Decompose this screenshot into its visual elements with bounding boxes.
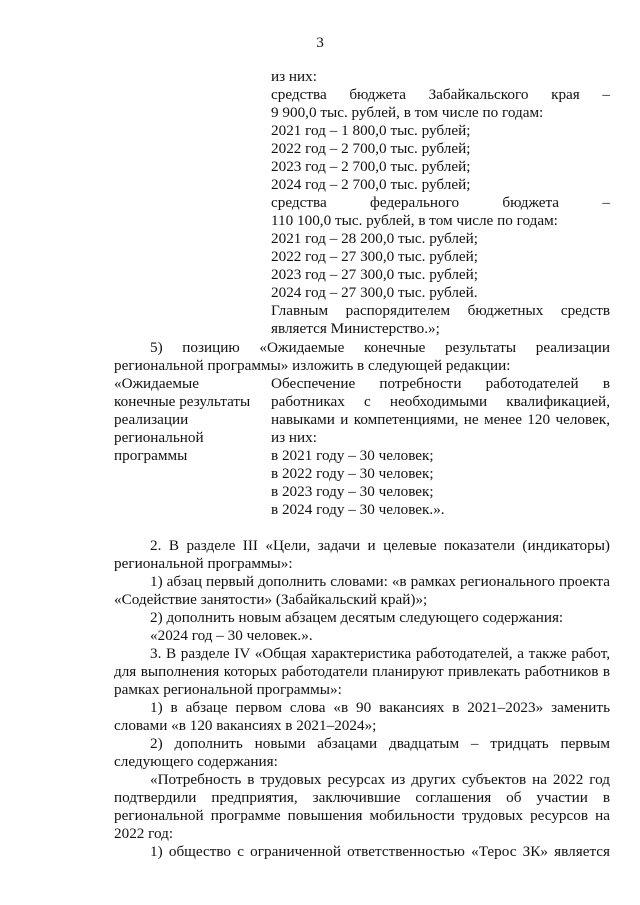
text-line: средства бюджета Забайкальского края – bbox=[271, 86, 610, 103]
text-line: 1) общество с ограниченной ответственностью «Терос ЗК» является bbox=[150, 843, 610, 860]
text-line: «Содействие занятости» (Забайкальский край)»; bbox=[114, 591, 428, 608]
text-line: следующего содержания: bbox=[114, 753, 278, 770]
table-value-line: работниках с необходимыми квалификацией, bbox=[271, 393, 610, 410]
table-value-line: Обеспечение потребности работодателей в bbox=[271, 375, 610, 392]
table-value-line: в 2024 году – 30 человек.». bbox=[271, 501, 445, 518]
text-line: 2. В разделе III «Цели, задачи и целевые показатели (индикаторы) bbox=[150, 537, 610, 554]
text-line: 3. В разделе IV «Общая характеристика работодателей, а также работ, bbox=[150, 645, 610, 662]
table-value-line: в 2022 году – 30 человек; bbox=[271, 465, 434, 482]
text-line: 1) в абзаце первом слова «в 90 вакансиях в 2021–2023» заменить bbox=[150, 699, 610, 716]
text-line: является Министерство.»; bbox=[271, 320, 440, 337]
table-label-line: программы bbox=[114, 447, 188, 464]
text-line: 1) абзац первый дополнить словами: «в рамках регионального проекта bbox=[150, 573, 610, 590]
text-line: из них: bbox=[271, 68, 317, 85]
text-line: подтвердили предприятия, заключившие соглашения об участии в bbox=[114, 789, 610, 806]
text-line: 9 900,0 тыс. рублей, в том числе по годам: bbox=[271, 104, 544, 121]
table-value-line: в 2021 году – 30 человек; bbox=[271, 447, 434, 464]
text-line: «Потребность в трудовых ресурсах из других субъектов на 2022 год bbox=[150, 771, 610, 788]
text-line: 2021 год – 1 800,0 тыс. рублей; bbox=[271, 122, 471, 139]
text-line: 2023 год – 2 700,0 тыс. рублей; bbox=[271, 158, 471, 175]
text-line: 2023 год – 27 300,0 тыс. рублей; bbox=[271, 266, 479, 283]
text-line: 2021 год – 28 200,0 тыс. рублей; bbox=[271, 230, 479, 247]
table-value-line: навыками и компетенциями, не менее 120 человек, bbox=[271, 411, 610, 428]
text-line: региональной программы» изложить в следующей редакции: bbox=[114, 357, 511, 374]
text-line: 2024 год – 2 700,0 тыс. рублей; bbox=[271, 176, 471, 193]
table-label-line: региональной bbox=[114, 429, 204, 446]
text-line: 2) дополнить новым абзацем десятым следующего содержания: bbox=[150, 609, 564, 626]
text-line: 2024 год – 27 300,0 тыс. рублей. bbox=[271, 284, 478, 301]
text-line: словами «в 120 вакансиях в 2021–2024»; bbox=[114, 717, 377, 734]
table-label-line: реализации bbox=[114, 411, 189, 428]
text-line: рамках региональной программы»: bbox=[114, 681, 342, 698]
table-value-line: из них: bbox=[271, 429, 317, 446]
text-line: 2022 год – 27 300,0 тыс. рублей; bbox=[271, 248, 479, 265]
text-line: для выполнения которых работодатели планируют привлекать работников в bbox=[114, 663, 610, 680]
text-line: региональной программы»: bbox=[114, 555, 293, 572]
text-line: 110 100,0 тыс. рублей, в том числе по годам: bbox=[271, 212, 558, 229]
table-label-line: «Ожидаемые bbox=[114, 375, 199, 392]
table-value-line: в 2023 году – 30 человек; bbox=[271, 483, 434, 500]
text-line: средства федерального бюджета – bbox=[271, 194, 610, 211]
table-label-line: конечные результаты bbox=[114, 393, 251, 410]
text-line: 2022 год – 2 700,0 тыс. рублей; bbox=[271, 140, 471, 157]
text-line: Главным распорядителем бюджетных средств bbox=[271, 302, 610, 319]
text-line: «2024 год – 30 человек.». bbox=[150, 627, 313, 644]
text-line: 2) дополнить новыми абзацами двадцатым – тридцать первым bbox=[150, 735, 610, 752]
text-line: 5) позицию «Ожидаемые конечные результаты реализации bbox=[150, 339, 610, 356]
text-line: 2022 год: bbox=[114, 825, 174, 842]
page-number: 3 bbox=[316, 34, 324, 51]
text-line: региональной программе повышения мобильности трудовых ресурсов на bbox=[114, 807, 610, 824]
